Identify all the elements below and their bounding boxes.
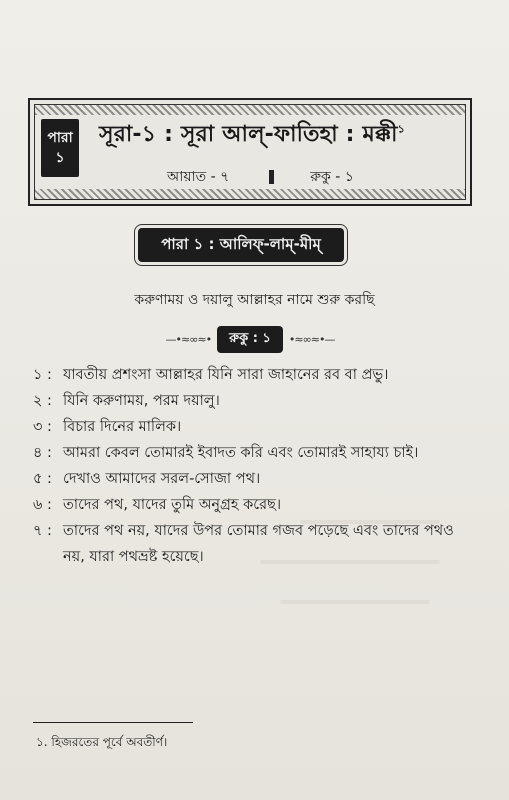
verse-text: যাবতীয় প্রশংসা আল্লাহর যিনি সারা জাহানের রব বা প্রভু। xyxy=(63,367,389,383)
verse-text: তাদের পথ, যাদের তুমি অনুগ্রহ করেছ। xyxy=(63,497,282,513)
para-badge-number: ১ xyxy=(55,150,65,166)
verse-text: বিচার দিনের মালিক। xyxy=(63,419,182,435)
verse-list xyxy=(33,362,473,570)
verse-item xyxy=(33,440,473,466)
verse-number: ৫ : xyxy=(33,471,52,487)
header-pattern-top xyxy=(35,105,465,115)
sura-title-footnote-marker: ১ xyxy=(397,122,405,136)
flourish-right-ornament: •≈∞≈•— xyxy=(288,332,335,346)
flourish-left-ornament: —•≈∞≈• xyxy=(165,332,212,346)
bismillah-line: করুণাময় ও দয়ালু আল্লাহর নামে শুরু করছি xyxy=(134,292,375,308)
header-pattern-bottom xyxy=(35,189,465,199)
verse-text: তাদের পথ নয়, যাদের উপর তোমার গজব পড়েছে এবং তাদের পথও নয়, যারা পথভ্রষ্ট হয়েছে। xyxy=(63,523,454,565)
para-badge-label: পারা xyxy=(47,130,73,146)
verse-number: ৪ : xyxy=(33,445,52,461)
bleed-through-mark xyxy=(280,600,430,604)
footnote: ১. হিজরতের পূর্বে অবতীর্ণ। xyxy=(36,735,168,749)
sura-header-box xyxy=(28,98,472,206)
ruku-heading: রুকু : ১ xyxy=(217,326,283,353)
verse-item xyxy=(33,492,473,518)
verse-item xyxy=(33,362,473,388)
separator-bar xyxy=(269,170,274,184)
verse-text: যিনি করুণাময়, পরম দয়ালু। xyxy=(63,393,220,409)
verse-number: ২ : xyxy=(33,393,52,409)
para-heading: পারা ১ : আলিফ্-লাম্-মীম্ xyxy=(138,228,344,262)
verse-item xyxy=(33,466,473,492)
ruku-divider xyxy=(150,327,350,351)
footnote-divider xyxy=(33,722,193,723)
verse-item xyxy=(33,518,473,570)
para-badge xyxy=(41,119,79,177)
verse-number: ১ : xyxy=(33,367,52,383)
sura-header-inner xyxy=(34,104,466,200)
sura-title-text: সূরা-১ : সূরা আল্-ফাতিহা : মক্কী xyxy=(99,122,398,147)
verse-number: ৩ : xyxy=(33,419,52,435)
ruku-count: রুকু - ১ xyxy=(310,169,354,185)
sura-title xyxy=(99,117,405,154)
ayat-ruku-line xyxy=(167,165,467,189)
ayat-count: আয়াত - ৭ xyxy=(167,169,230,185)
verse-text: দেখাও আমাদের সরল-সোজা পথ। xyxy=(63,471,261,487)
verse-item xyxy=(33,414,473,440)
verse-item xyxy=(33,388,473,414)
verse-text: আমরা কেবল তোমারই ইবাদত করি এবং তোমারই সাহায্য চাই। xyxy=(63,445,419,461)
verse-number: ৭ : xyxy=(33,523,52,539)
verse-number: ৬ : xyxy=(33,497,52,513)
